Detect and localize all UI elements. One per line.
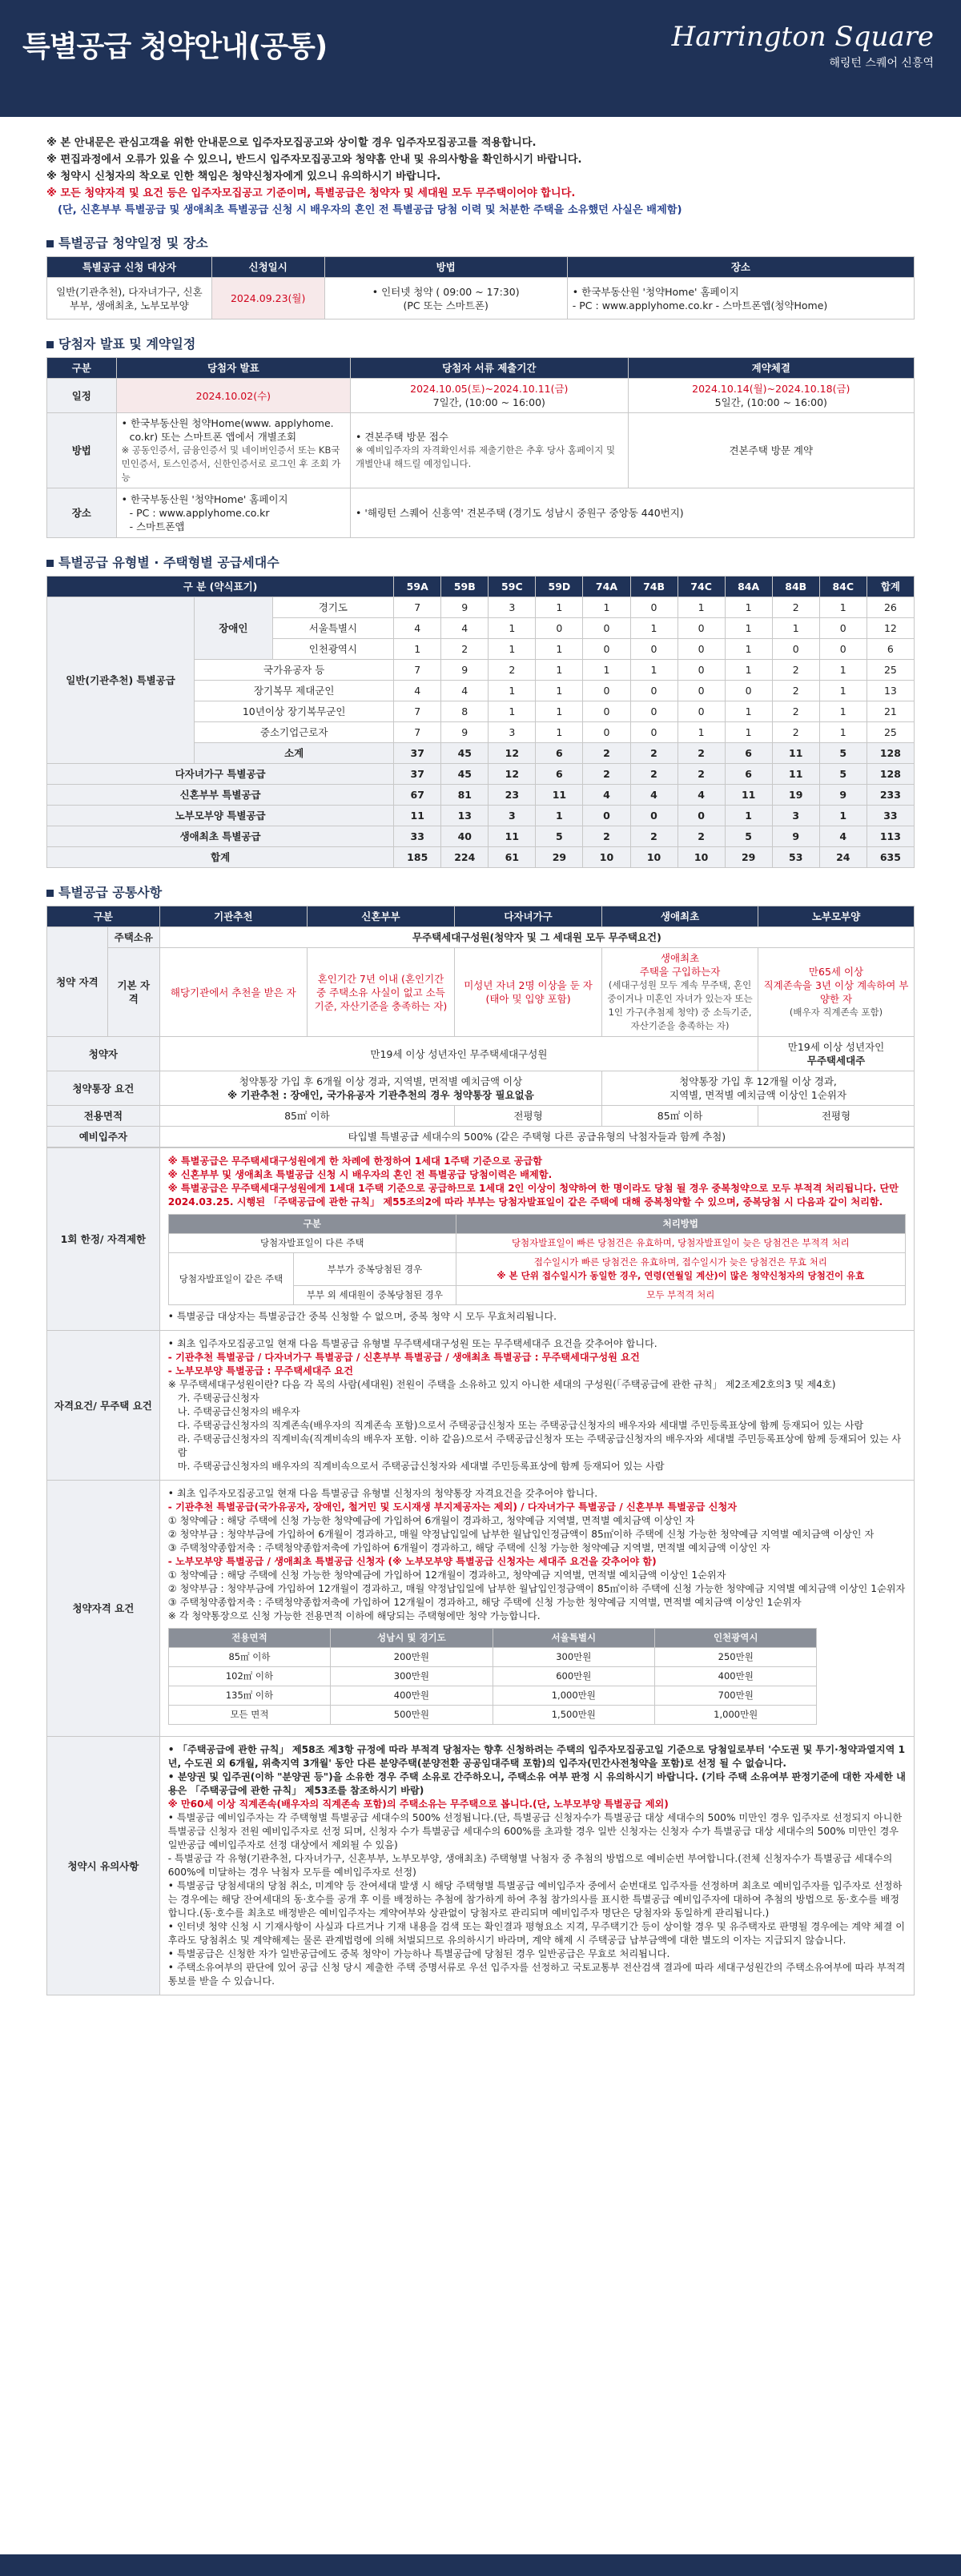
- value-cell: 1: [819, 681, 867, 701]
- value-cell: 33: [867, 806, 914, 826]
- type-header: 74B: [630, 577, 678, 597]
- value-cell: 0: [772, 639, 819, 660]
- table-header: 당첨자 서류 제출기간: [351, 358, 629, 379]
- type-header: 74C: [678, 577, 725, 597]
- deposit-cell: 300만원: [493, 1648, 654, 1667]
- bank-req-2: 청약통장 가입 후 12개월 이상 경과, 지역별, 면적별 예치금액 이상인 1순위자: [602, 1071, 915, 1106]
- value-cell: 2: [583, 764, 630, 785]
- row-label: 10년이상 장기복무군인: [195, 701, 394, 722]
- table-row: [168, 1648, 817, 1667]
- notice-item: ※ 편집과정에서 오류가 있을 수 있으니, 반드시 입주자모집공고와 청약홈 안내 및 유의사항을 확인하시기 바랍니다.: [46, 154, 582, 166]
- value-cell: 23: [489, 785, 536, 806]
- announce-date: 2024.10.02(수): [116, 379, 350, 413]
- value-cell: 21: [867, 701, 914, 722]
- value-cell: 10: [583, 847, 630, 868]
- value-cell: 0: [678, 660, 725, 681]
- value-cell: 0: [678, 806, 725, 826]
- value-cell: 0: [630, 639, 678, 660]
- value-cell: 1: [489, 639, 536, 660]
- house-requirement: 무주택세대구성원(청약자 및 그 세대원 모두 무주택요건): [159, 927, 914, 948]
- value-cell: 7: [394, 722, 441, 743]
- value-cell: 0: [630, 701, 678, 722]
- value-cell: 1: [489, 681, 536, 701]
- value-cell: 2: [678, 743, 725, 764]
- value-cell: 0: [583, 681, 630, 701]
- value-cell: 1: [678, 597, 725, 618]
- contract-period: 2024.10.14(월)~2024.10.18(금) 5일간, (10:00 ~ 16:00): [628, 379, 914, 413]
- docs-place: • '해링턴 스퀘어 신흥역' 견본주택 (경기도 성남시 중원구 중앙동 440번지): [351, 488, 915, 538]
- table-row: [47, 847, 915, 868]
- value-cell: 9: [819, 785, 867, 806]
- value-cell: 1: [819, 597, 867, 618]
- caution-item: • 특별공급 예비입주자는 각 주택형별 특별공급 세대수의 500% 선정됩니다.(단, 특별공급 신청자수가 특별공급 대상 세대수의 500% 미만인 경우 입주자로 선정되지 아니한 특별공급 신청자 전원 예비입주자로 선정 되며, 신청자 수가 특별공급 세대수의 600%를 초과할 경우 일반 신청자는 신청자 수가 특별공급 대상 세대수의 500% 미만인 경우 일반공급 예비입주자로 선정 대상에서 제외될 수 있음): [167, 1812, 903, 1851]
- type-header: 합계: [867, 577, 914, 597]
- area-cell: 85㎡ 이하: [602, 1106, 758, 1127]
- method-cell: • 인터넷 청약 ( 09:00 ~ 17:30) (PC 또는 스마트폰): [324, 278, 567, 319]
- deposit-cell: 1,000만원: [655, 1706, 817, 1725]
- value-cell: 0: [725, 681, 772, 701]
- value-cell: 2: [772, 722, 819, 743]
- value-cell: 7: [394, 701, 441, 722]
- value-cell: 11: [725, 785, 772, 806]
- value-cell: 2: [678, 826, 725, 847]
- table-header: 구 분 (약식표기): [47, 577, 394, 597]
- value-cell: 9: [441, 597, 489, 618]
- value-cell: 3: [489, 597, 536, 618]
- docs-method: • 견본주택 방문 접수 ※ 예비입주자의 자격확인서류 제출기한은 추후 당사 홈페이지 및 개별안내 해드릴 예정입니다.: [351, 413, 629, 488]
- value-cell: 128: [867, 743, 914, 764]
- value-cell: 1: [536, 701, 583, 722]
- row-label: 청약시 유의사항: [47, 1737, 160, 1995]
- value-cell: 19: [772, 785, 819, 806]
- table-row: [168, 1686, 817, 1706]
- value-cell: 4: [819, 826, 867, 847]
- row-label: 서울특별시: [272, 618, 394, 639]
- row-label: 다자녀가구 특별공급: [47, 764, 394, 785]
- applicant-req: 만19세 이상 성년자인 무주택세대구성원: [159, 1037, 758, 1071]
- deposit-cell: 모든 면적: [168, 1706, 330, 1725]
- value-cell: 4: [441, 618, 489, 639]
- basic-qual-newlywed: 혼인기간 7년 이내 (혼인기간 중 주택소유 사실이 없고 소득기준, 자산기준을 충족하는 자): [307, 948, 454, 1037]
- square-bullet-icon: [46, 341, 54, 348]
- detail-table: [46, 1147, 915, 1995]
- value-cell: 2: [772, 597, 819, 618]
- value-cell: 11: [489, 826, 536, 847]
- value-cell: 29: [725, 847, 772, 868]
- table-header: 기관추천: [159, 906, 307, 927]
- value-cell: 1: [819, 701, 867, 722]
- value-cell: 12: [489, 743, 536, 764]
- value-cell: 1: [819, 806, 867, 826]
- value-cell: 1: [725, 660, 772, 681]
- caution-content: [159, 1737, 914, 1995]
- group-label: 장애인: [195, 597, 272, 660]
- value-cell: 4: [394, 618, 441, 639]
- type-header: 59A: [394, 577, 441, 597]
- value-cell: 2: [772, 681, 819, 701]
- row-label: 청약자: [47, 1037, 160, 1071]
- notice-item: ※ 청약시 신청자의 착오로 인한 책임은 청약신청자에게 있으니 유의하시기 바랍니다.: [46, 171, 441, 183]
- row-label: 중소기업근로자: [195, 722, 394, 743]
- value-cell: 128: [867, 764, 914, 785]
- bankreq-content: • 최초 입주자모집공고일 현재 다음 특별공급 유형별 신청자의 청약통장 자격요건을 갖추어야 합니다. - 기관추천 특별공급(국가유공자, 장애인, 철거민 및 도시재생 부지제공자는 제외) / 다자녀가구 특별공급 / 신혼부부 특별공급 신청자 ① 청약예금 : 해당 주택에 신청 가능한 청약예금에 가입하여 6개월이 경과하고, 청약예금 지역별, 면적별 예치금액 이상인 자 ② 청약부금 : 청약부금에 가입하여 6개월이 경과하고, 매월 약정납입일에 납부한 월납입인정금액이 85㎡이하 주택에 신청 가능한 청약예금 지역별 예치금액 이상인 자 ③ 주택청약종합저축 : 주택청약종합저축에 가입하여 6개월이 경과하고, 해당 주택에 신청 가능한 청약예금 지역별, 면적별 예치금액 이상인 자 - 노부모부양 특별공급 / 생애최초 특별공급 신청자 (※ 노부모부양 특별공급 신청자는 세대주 요건을 갖추어야 함) ① 청약예금 : 해당 주택에 신청 가능한 청약예금에 가입하여 12개월이 경과하고, 청약예금 지역별, 면적별 예치금액 이상인 1순위자 ② 청약부금 : 청약부금에 가입하여 12개월이 경과하고, 매월 약정납입일에 납부한 월납입인정금액이 85㎡이하 주택에 신청 가능한 청약예금 지역별 예치금액 이상인 1순위자 ③ 주택청약종합저축 : 주택청약종합저축에 가입하여 12개월이 경과하고, 해당 주택에 신청 가능한 청약예금 지역별, 면적별 예치금액 이상인 1순위자 ※ 각 청약통장으로 신청 가능한 전용면적 이하에 해당되는 주택형에만 청약 가능합니다. 전용면적 성남시 및 경기도 서울특별시 인천광역시 85㎡ 이하 200만원 300만원 250만원 102㎡ 이하 300만원 600만원 400만원 135㎡ 이하 400만원 1,000만원 700만원 모든 면적 500만원 1,500만원 1,000만원: [159, 1481, 914, 1737]
- value-cell: 1: [819, 660, 867, 681]
- row-label: 소계: [195, 743, 394, 764]
- value-cell: 3: [772, 806, 819, 826]
- group-label: 일반(기관추천) 특별공급: [47, 597, 195, 764]
- square-bullet-icon: [46, 890, 54, 897]
- table-header: 구분: [47, 906, 160, 927]
- caution-item: • 「주택공급에 관한 규칙」 제58조 제3항 규정에 따라 부적격 당첨자는 향후 신청하려는 주택의 입주자모집공고일 기준으로 당첨일로부터 '수도권 및 투기·청약과열지역 1년, 수도권 외 6개월, 위축지역 3개월' 동안 다른 분양주택(분양전환 공공임대주택 포함)의 입주자(민간사전청약을 포함)로 선정 될 수 없습니다.: [167, 1744, 906, 1769]
- page-header: [0, 0, 961, 117]
- value-cell: 12: [489, 764, 536, 785]
- value-cell: 1: [536, 597, 583, 618]
- value-cell: 24: [819, 847, 867, 868]
- section-title: 특별공급 공통사항: [46, 882, 915, 901]
- area-cell: 전평형: [758, 1106, 915, 1127]
- deposit-cell: 85㎡ 이하: [168, 1648, 330, 1667]
- supply-section: [46, 553, 915, 868]
- value-cell: 81: [441, 785, 489, 806]
- basic-qual-firsttime: 생애최초 주택을 구입하는자 (세대구성원 모두 계속 무주택, 혼인중이거나 미혼인 자녀가 있는자 또는 1인 가구(추첨제 청약) 중 소득기준, 자산기준을 충족하는 자): [602, 948, 758, 1037]
- value-cell: 113: [867, 826, 914, 847]
- nohouse-content: • 최초 입주자모집공고일 현재 다음 특별공급 유형별 무주택세대구성원 또는 무주택세대주 요건을 갖추어야 합니다. - 기관추천 특별공급 / 다자녀가구 특별공급 / 신혼부부 특별공급 / 생애최초 특별공급 : 무주택세대구성원 요건 - 노부모부양 특별공급 : 무주택세대주 요건 ※ 무주택세대구성원이란? 다음 각 목의 사람(세대원) 전원이 주택을 소유하고 있지 아니한 세대의 구성원(「주택공급에 관한 규칙」 제2조제2호의3 및 제4호) 가. 주택공급신청자 나. 주택공급신청자의 배우자 다. 주택공급신청자의 직계존속(배우자의 직계존속 포함)으로서 주택공급신청자 또는 주택공급신청자의 배우자와 세대별 주민등록표상에 함께 등재되어 있는 사람 라. 주택공급신청자의 직계비속(직계비속의 배우자 포함. 이하 같음)으로서 주택공급신청자 또는 주택공급신청자의 배우자와 세대별 주민등록표상에 함께 등재되어 있는 사람 마. 주택공급신청자의 배우자의 직계비속으로서 주택공급신청자와 세대별 주민등록표상에 함께 등재되어 있는 사람: [159, 1331, 914, 1481]
- value-cell: 0: [536, 618, 583, 639]
- type-header: 84B: [772, 577, 819, 597]
- deposit-table: 전용면적 성남시 및 경기도 서울특별시 인천광역시 85㎡ 이하 200만원 300만원 250만원 102㎡ 이하 300만원 600만원 400만원 135㎡ 이하 400만원 1,000만원 700만원 모든 면적 500만원 1,500만원 1,000만원: [168, 1628, 818, 1725]
- docs-period: 2024.10.05(토)~2024.10.11(금) 7일간, (10:00 ~ 16:00): [351, 379, 629, 413]
- table-header: 노부모부양: [758, 906, 915, 927]
- table-header: 특별공급 신청 대상자: [47, 257, 212, 278]
- value-cell: 1: [725, 639, 772, 660]
- value-cell: 29: [536, 847, 583, 868]
- value-cell: 0: [819, 639, 867, 660]
- value-cell: 2: [583, 743, 630, 764]
- row-label: 청약 자격: [47, 927, 108, 1037]
- square-bullet-icon: [46, 560, 54, 567]
- deposit-cell: 700만원: [655, 1686, 817, 1706]
- deposit-cell: 200만원: [331, 1648, 493, 1667]
- value-cell: 25: [867, 660, 914, 681]
- caution-item: • 특별공급 당첨세대의 당첨 취소, 미계약 등 잔여세대 발생 시 해당 주택형별 특별공급 예비입주자 중에서 순번대로 입주자를 선정하며 최초로 예비입주자를 입주자로 선정하는 경우에는 해당 잔여세대의 동·호수를 공개 후 이를 배정하는 추첨에 참가하게 하여 추첨 참가의사를 표시한 특별공급 예비입주자에 대하여 추첨의 방법으로 동·호수를 배정합니다.(동·호수를 최초로 배정받은 예비입주자는 계약여부와 상관없이 당첨자로 관리되며 예비입주자 명단은 당첨자와 동일하게 관리됩니다.): [167, 1880, 903, 1919]
- caution-item: • 특별공급은 신청한 자가 일반공급에도 중복 청약이 가능하나 특별공급에 당첨된 경우 일반공급은 무효로 처리됩니다.: [167, 1948, 670, 1959]
- value-cell: 4: [583, 785, 630, 806]
- value-cell: 1: [725, 806, 772, 826]
- value-cell: 4: [630, 785, 678, 806]
- value-cell: 1: [630, 618, 678, 639]
- row-label: 청약자격 요건: [47, 1481, 160, 1737]
- value-cell: 1: [725, 597, 772, 618]
- value-cell: 4: [394, 681, 441, 701]
- value-cell: 5: [819, 764, 867, 785]
- caution-item: - 특별공급 각 유형(기관추천, 다자녀가구, 신혼부부, 노부모부양, 생애최초) 주택형별 낙첨자 중 추첨의 방법으로 예비순번 부여합니다.(전체 신청자수가 특별공급 세대수의 600%에 미달하는 경우 낙첨자 모두를 예비입주자로 선정): [167, 1853, 893, 1878]
- value-cell: 10: [678, 847, 725, 868]
- value-cell: 3: [489, 722, 536, 743]
- value-cell: 45: [441, 743, 489, 764]
- square-bullet-icon: [46, 240, 54, 247]
- value-cell: 1: [630, 660, 678, 681]
- row-label: 합계: [47, 847, 394, 868]
- schedule-section: [46, 233, 915, 319]
- row-label: 주택소유: [107, 927, 159, 948]
- date-cell: 2024.09.23(월): [211, 278, 324, 319]
- value-cell: 4: [441, 681, 489, 701]
- announce-place: • 한국부동산원 '청약Home' 홈페이지 - PC : www.applyhome.co.kr - 스마트폰앱: [116, 488, 350, 538]
- section-title: 특별공급 유형별 · 주택형별 공급세대수: [46, 553, 915, 571]
- value-cell: 1: [394, 639, 441, 660]
- table-row: [47, 806, 915, 826]
- value-cell: 40: [441, 826, 489, 847]
- value-cell: 2: [630, 826, 678, 847]
- area-cell: 85㎡ 이하: [159, 1106, 454, 1127]
- value-cell: 37: [394, 743, 441, 764]
- value-cell: 0: [819, 618, 867, 639]
- common-section: [46, 882, 915, 1995]
- value-cell: 0: [583, 618, 630, 639]
- caution-item: ※ 만60세 이상 직계존속(배우자의 직계존속 포함)의 주택소유는 무주택으로 봅니다.(단, 노부모부양 특별공급 제외): [167, 1798, 669, 1810]
- value-cell: 0: [630, 806, 678, 826]
- value-cell: 61: [489, 847, 536, 868]
- value-cell: 0: [678, 639, 725, 660]
- value-cell: 5: [819, 743, 867, 764]
- bank-req-1: 청약통장 가입 후 6개월 이상 경과, 지역별, 면적별 예치금액 이상 ※ 기관추천 : 장애인, 국가유공자 기관추천의 경우 청약통장 필요없음: [159, 1071, 601, 1106]
- table-header: 구분: [47, 358, 117, 379]
- page-title: 특별공급 청약안내(공통): [22, 30, 328, 63]
- deposit-cell: 300만원: [331, 1667, 493, 1686]
- schedule-table: [46, 256, 915, 319]
- table-header: 당첨자 발표: [116, 358, 350, 379]
- table-row: [168, 1667, 817, 1686]
- value-cell: 2: [678, 764, 725, 785]
- footer-bar: [0, 2554, 961, 2576]
- type-header: 59C: [489, 577, 536, 597]
- value-cell: 0: [583, 639, 630, 660]
- value-cell: 9: [441, 722, 489, 743]
- area-cell: 전평형: [454, 1106, 601, 1127]
- row-label: 기본 자격: [107, 948, 159, 1037]
- value-cell: 67: [394, 785, 441, 806]
- row-label: 장소: [47, 488, 117, 538]
- applicant-req-parents: 만19세 이상 성년자인 무주택세대주: [758, 1037, 915, 1071]
- deposit-cell: 250만원: [655, 1648, 817, 1667]
- value-cell: 3: [489, 806, 536, 826]
- logo-subtitle: 해링턴 스퀘어 신흥역: [829, 57, 934, 70]
- value-cell: 8: [441, 701, 489, 722]
- place-cell: • 한국부동산원 '청약Home' 홈페이지 - PC : www.applyhome.co.kr - 스마트폰앱(청약Home): [567, 278, 914, 319]
- value-cell: 0: [630, 681, 678, 701]
- value-cell: 0: [583, 701, 630, 722]
- row-label: 청약통장 요건: [47, 1071, 160, 1106]
- table-header: 계약체결: [628, 358, 914, 379]
- table-header: 다자녀가구: [454, 906, 601, 927]
- basic-qual-multichild: 미성년 자녀 2명 이상을 둔 자 (태아 및 입양 포함): [454, 948, 601, 1037]
- supply-table: [46, 576, 915, 868]
- table-header: 방법: [324, 257, 567, 278]
- row-label: 경기도: [272, 597, 394, 618]
- table-header: 장소: [567, 257, 914, 278]
- value-cell: 0: [583, 722, 630, 743]
- value-cell: 6: [536, 764, 583, 785]
- table-row: [47, 826, 915, 847]
- value-cell: 33: [394, 826, 441, 847]
- value-cell: 25: [867, 722, 914, 743]
- winner-table: [46, 357, 915, 538]
- value-cell: 9: [772, 826, 819, 847]
- value-cell: 0: [678, 701, 725, 722]
- row-label: 국가유공자 등: [195, 660, 394, 681]
- value-cell: 224: [441, 847, 489, 868]
- notice-item: (단, 신혼부부 특별공급 및 생애최초 특별공급 신청 시 배우자의 혼인 전 특별공급 당첨 이력 및 처분한 주택을 소유했던 사실은 배제함): [58, 204, 682, 216]
- row-label: 1회 한정/ 자격제한: [47, 1148, 160, 1331]
- basic-qual-parents: 만65세 이상 직계존속을 3년 이상 계속하여 부양한 자 (배우자 직계존속 포함): [758, 948, 915, 1037]
- deposit-cell: 102㎡ 이하: [168, 1667, 330, 1686]
- value-cell: 13: [441, 806, 489, 826]
- duplicate-table: 구분 처리방법 당첨자발표일이 다른 주택 당첨자발표일이 빠른 당첨건은 유효하며, 당첨자발표일이 늦은 당첨건은 부적격 처리 당첨자발표일이 같은 주택 부부가 중복당첨된 경우 접수일시가 빠른 당첨건은 유효하며, 접수일시가 늦은 당첨건은 무효 처리 ※ 본 단위 접수일시가 동일한 경우, 연령(연월일 계산)이 많은 청약신청자의 당첨건이 유효 부부 외 세대원이 중복당첨된 경우 모두 부적격 처리: [168, 1214, 906, 1305]
- deposit-cell: 1,500만원: [493, 1706, 654, 1725]
- row-label: 자격요건/ 무주택 요건: [47, 1331, 160, 1481]
- deposit-cell: 1,000만원: [493, 1686, 654, 1706]
- notice-list: [0, 117, 961, 219]
- deposit-cell: 135㎡ 이하: [168, 1686, 330, 1706]
- value-cell: 1: [536, 660, 583, 681]
- type-header: 59D: [536, 577, 583, 597]
- limit-content: ※ 특별공급은 무주택세대구성원에게 한 차례에 한정하여 1세대 1주택 기준으로 공급함 ※ 신혼부부 및 생애최초 특별공급 신청 시 배우자의 혼인 전 특별공급 당첨이력은 배제함. ※ 특별공급은 무주택세대구성원에게 1세대 1주택 기준으로 공급하므로 1세대 2인 이상이 청약하여 한 명이라도 당첨 될 경우 중복청약으로 모두 부적격 처리됩니다. 단만 2024.03.25. 시행된 「주택공급에 관한 규칙」 제55조의2에 따라 부부는 당첨자발표일이 같은 주택에 대해 중복청약할 수 있으며, 중복당첨 시 다음과 같이 처리함. 구분 처리방법 당첨자발표일이 다른 주택 당첨자발표일이 빠른 당첨건은 유효하며, 당첨자발표일이 늦은 당첨건은 부적격 처리 당첨자발표일이 같은 주택 부부가 중복당첨된 경우 접수일시가 빠른 당첨건은 유효하며, 접수일시가 늦은 당첨건은 무효 처리 ※ 본 단위 접수일시가 동일한 경우, 연령(연월일 계산)이 많은 청약신청자의 당첨건이 유효 부부 외 세대원이 중복당첨된 경우 모두 부적격 처리 • 특별공급 대상자는 특별공급간 중복 신청할 수 없으며, 중복 청약 시 모두 무효처리됩니다.: [159, 1148, 914, 1331]
- caution-item: • 인터넷 청약 신청 시 기재사항이 사실과 다르거나 기재 내용을 검색 또는 확인결과 평형요소 지격, 무주택기간 등이 상이할 경우 및 유주택자로 판명될 경우에는 계약 체결 이후라도 당첨취소 및 계약해제는 물론 관계법령에 의해 처벌되므로 유의하시기 바라며, 계약 해제 시 주택공급 납부금액에 대한 별도의 이자는 지급되지 않습니다.: [167, 1921, 906, 1946]
- value-cell: 0: [630, 722, 678, 743]
- caution-item: • 분양권 및 입주권(이하 "분양권 등")을 소유한 경우 주택 소유로 간주하오니, 주택소유 여부 판정 시 유의하시기 바랍니다. (기타 주택 소유여부 판정기준에 대한 자세한 내용은 「주택공급에 관한 규칙」 제53조를 참조하시기 바람): [167, 1771, 906, 1796]
- basic-qual-agency: 해당기관에서 추천을 받은 자: [159, 948, 307, 1037]
- value-cell: 1: [583, 660, 630, 681]
- section-title: 특별공급 청약일정 및 장소: [46, 233, 915, 251]
- deposit-cell: 400만원: [331, 1686, 493, 1706]
- value-cell: 6: [725, 743, 772, 764]
- value-cell: 12: [867, 618, 914, 639]
- value-cell: 1: [725, 722, 772, 743]
- row-label: 예비입주자: [47, 1127, 160, 1147]
- common-table: [46, 906, 915, 1147]
- value-cell: 6: [867, 639, 914, 660]
- value-cell: 1: [678, 722, 725, 743]
- value-cell: 2: [441, 639, 489, 660]
- value-cell: 6: [536, 743, 583, 764]
- type-header: 59B: [441, 577, 489, 597]
- value-cell: 1: [489, 701, 536, 722]
- row-label: 생애최초 특별공급: [47, 826, 394, 847]
- value-cell: 1: [725, 618, 772, 639]
- table-row: [47, 764, 915, 785]
- deposit-cell: 400만원: [655, 1667, 817, 1686]
- type-header: 84C: [819, 577, 867, 597]
- table-row: [47, 597, 915, 618]
- value-cell: 1: [725, 701, 772, 722]
- value-cell: 2: [772, 701, 819, 722]
- value-cell: 6: [725, 764, 772, 785]
- value-cell: 1: [772, 618, 819, 639]
- value-cell: 53: [772, 847, 819, 868]
- row-label: 인천광역시: [272, 639, 394, 660]
- value-cell: 45: [441, 764, 489, 785]
- value-cell: 7: [394, 660, 441, 681]
- value-cell: 0: [583, 806, 630, 826]
- value-cell: 1: [536, 639, 583, 660]
- value-cell: 635: [867, 847, 914, 868]
- value-cell: 1: [536, 681, 583, 701]
- value-cell: 1: [489, 618, 536, 639]
- row-label: 노부모부양 특별공급: [47, 806, 394, 826]
- value-cell: 0: [678, 618, 725, 639]
- row-label: 전용면적: [47, 1106, 160, 1127]
- value-cell: 26: [867, 597, 914, 618]
- type-header: 84A: [725, 577, 772, 597]
- notice-item: ※ 본 안내문은 관심고객을 위한 안내문으로 입주자모집공고와 상이할 경우 입주자모집공고를 적용합니다.: [46, 137, 537, 149]
- value-cell: 13: [867, 681, 914, 701]
- table-header: 생애최초: [602, 906, 758, 927]
- value-cell: 2: [630, 764, 678, 785]
- table-header: 신청일시: [211, 257, 324, 278]
- value-cell: 9: [441, 660, 489, 681]
- value-cell: 1: [536, 806, 583, 826]
- value-cell: 4: [678, 785, 725, 806]
- notice-item: ※ 모든 청약자격 및 요건 등은 입주자모집공고 기준이며, 특별공급은 청약자 및 세대원 모두 무주택이어야 합니다.: [46, 187, 576, 199]
- value-cell: 11: [772, 764, 819, 785]
- value-cell: 11: [536, 785, 583, 806]
- value-cell: 7: [394, 597, 441, 618]
- value-cell: 1: [536, 722, 583, 743]
- target-cell: 일반(기관추천), 다자녀가구, 신혼부부, 생애최초, 노부모부양: [47, 278, 212, 319]
- row-label: 장기복무 제대군인: [195, 681, 394, 701]
- logo-script: Harrington Square: [671, 21, 934, 53]
- value-cell: 1: [819, 722, 867, 743]
- value-cell: 185: [394, 847, 441, 868]
- table-row: [168, 1706, 817, 1725]
- value-cell: 2: [489, 660, 536, 681]
- value-cell: 5: [536, 826, 583, 847]
- table-header: 신혼부부: [307, 906, 454, 927]
- table-row: [47, 785, 915, 806]
- winner-section: [46, 334, 915, 538]
- value-cell: 0: [630, 597, 678, 618]
- section-title: 당첨자 발표 및 계약일정: [46, 334, 915, 352]
- value-cell: 37: [394, 764, 441, 785]
- contract-method: 견본주택 방문 계약: [628, 413, 914, 488]
- value-cell: 2: [630, 743, 678, 764]
- value-cell: 233: [867, 785, 914, 806]
- deposit-cell: 600만원: [493, 1667, 654, 1686]
- value-cell: 2: [772, 660, 819, 681]
- value-cell: 2: [583, 826, 630, 847]
- value-cell: 0: [678, 681, 725, 701]
- row-label: 신혼부부 특별공급: [47, 785, 394, 806]
- value-cell: 5: [725, 826, 772, 847]
- deposit-cell: 500만원: [331, 1706, 493, 1725]
- row-label: 방법: [47, 413, 117, 488]
- caution-item: • 주택소유여부의 판단에 있어 공급 신청 당시 제출한 주택 증명서류로 우선 입주자를 선정하고 국토교통부 전산검색 결과에 따라 세대구성원간의 주택소유여부에 따라 부적격 통보를 받을 수 있습니다.: [167, 1962, 906, 1987]
- announce-method: • 한국부동산원 청약Home(www. applyhome. co.kr) 또는 스마트폰 앱에서 개별조회 ※ 공동인증서, 금융인증서 및 네이버인증서 또는 KB국민인증서, 토스인증서, 신한인증서로 로그인 후 조회 가능: [116, 413, 350, 488]
- reserve-cell: 타입별 특별공급 세대수의 500% (같은 주택형 다른 공급유형의 낙첨자들과 함께 추첨): [159, 1127, 914, 1147]
- value-cell: 11: [394, 806, 441, 826]
- value-cell: 10: [630, 847, 678, 868]
- value-cell: 11: [772, 743, 819, 764]
- brand-logo: [672, 21, 934, 70]
- value-cell: 1: [583, 597, 630, 618]
- type-header: 74A: [583, 577, 630, 597]
- row-label: 일정: [47, 379, 117, 413]
